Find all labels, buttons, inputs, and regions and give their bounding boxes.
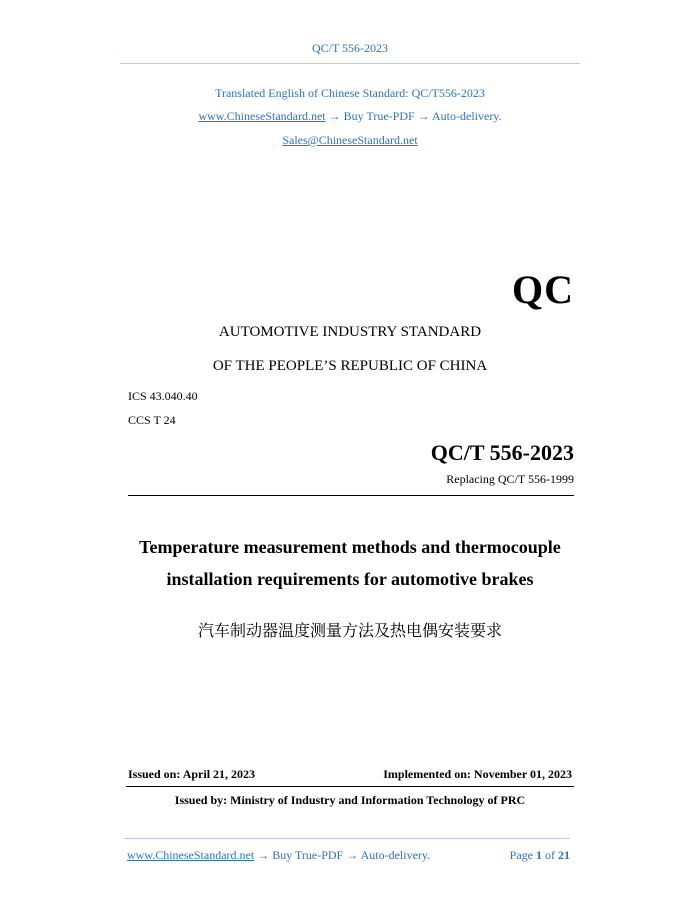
banner-links-row (0, 109, 700, 124)
page-number: 1 (536, 848, 542, 862)
footer-links-row (127, 848, 430, 863)
footer-delivery-text: Auto-delivery. (360, 848, 431, 862)
ics-code: ICS 43.040.40 (128, 389, 198, 403)
page-indicator (510, 848, 570, 863)
arrow-right-icon: → (417, 109, 430, 123)
footer-divider (124, 838, 570, 839)
implemented-on-date: Implemented on: November 01, 2023 (383, 767, 572, 781)
title-rule (128, 495, 574, 496)
issuing-authority: Issued by: Ministry of Industry and Information Technology of PRC (174, 793, 526, 807)
standard-number: QC/T 556-2023 (430, 440, 574, 465)
chinese-title: 汽车制动器温度测量方法及热电偶安装要求 (197, 621, 502, 640)
footer-buy-text: Buy True-PDF (272, 848, 344, 862)
arrow-right-icon: → (257, 848, 270, 862)
ccs-code: CCS T 24 (128, 413, 176, 427)
replacing-note: Replacing QC/T 556-1999 (446, 472, 574, 486)
buy-pdf-text: Buy True-PDF (343, 109, 415, 123)
footer-site-link[interactable]: www.ChineseStandard.net (127, 848, 255, 862)
header-divider (120, 63, 580, 64)
issued-on-date: Issued on: April 21, 2023 (128, 767, 256, 781)
arrow-right-icon: → (346, 848, 359, 862)
arrow-right-icon: → (328, 109, 341, 123)
site-link[interactable]: www.ChineseStandard.net (198, 109, 326, 123)
running-header: QC/T 556-2023 (311, 41, 389, 55)
translation-notice: Translated English of Chinese Standard: QC/T556-2023 (215, 86, 485, 100)
standard-type-line2: OF THE PEOPLE’S REPUBLIC OF CHINA (212, 358, 488, 374)
standard-type-line1: AUTOMOTIVE INDUSTRY STANDARD (218, 324, 482, 340)
page-label: Page (509, 848, 533, 862)
auto-delivery-text: Auto-delivery. (432, 109, 502, 123)
english-title-line2: installation requirements for automotive brakes (166, 569, 534, 589)
english-title-line1: Temperature measurement methods and thermocouple (139, 537, 561, 557)
qc-logo: QC (512, 267, 574, 312)
sales-email-link[interactable]: Sales@ChineseStandard.net (282, 133, 418, 147)
page-total: 21 (558, 848, 570, 862)
issuer-rule (126, 786, 574, 787)
of-label: of (545, 848, 555, 862)
